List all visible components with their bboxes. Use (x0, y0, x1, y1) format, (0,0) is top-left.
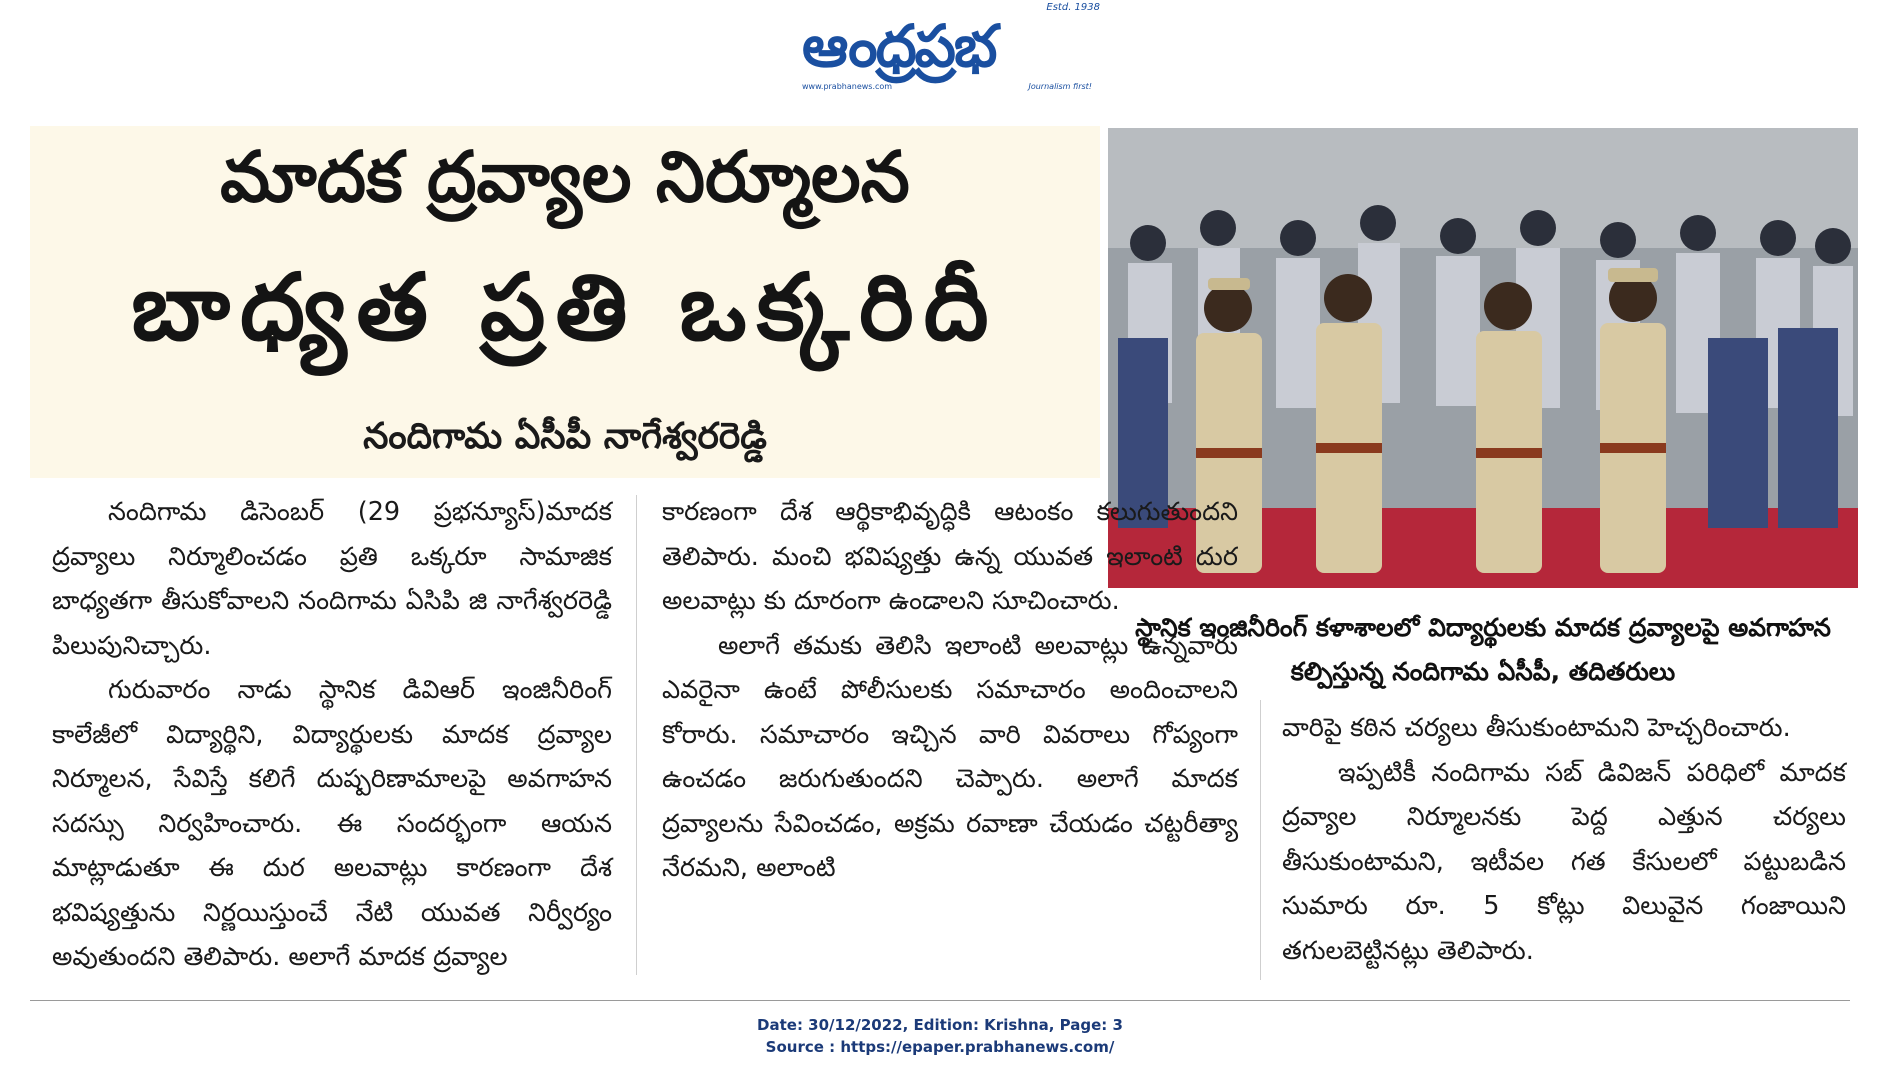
masthead-logo: ఆంధ్రప్రభ (802, 12, 996, 80)
footer-source: Source : https://epaper.prabhanews.com/ (765, 1038, 1115, 1056)
article-paragraph: అలాగే తమకు తెలిసి ఇలాంటి అలవాట్లు ఉన్నవారు ఎవరైనా ఉంటే పోలీసులకు సమాచారం అందించాలని కోరారు. సమాచారం ఇచ్చిన వారి వివరాలు గోప్యంగా ఉంచడం జరుగుతుందని చెప్పారు. అలాగే మాదక ద్రవ్యాలను సేవించడం, అక్రమ రవాణా చేయడం చట్టరీత్యా నేరమని, అలాంటి (662, 630, 1238, 883)
article-subheading: నందిగామ ఏసీపీ నాగేశ్వరరెడ్డి (363, 416, 767, 457)
bottom-divider (30, 1000, 1850, 1001)
masthead-established: Estd. 1938 (1046, 2, 1100, 13)
article-paragraph: వారిపై కఠిన చర్యలు తీసుకుంటామని హెచ్చరించారు. (1282, 713, 1791, 743)
article-paragraph: నందిగామ డిసెంబర్ (29 ప్రభన్యూస్)మాదక ద్రవ్యాలు నిర్మూలించడం ప్రతి ఒక్కరూ సామాజిక బాధ్యతగా తీసుకోవాలని నందిగామ ఏసిపి జి నాగేశ్వరరెడ్డి పిలుపునిచ్చారు. (52, 497, 612, 661)
article-column-2 (662, 490, 1238, 891)
article-paragraph: గురువారం నాడు స్థానిక డివిఆర్ ఇంజినీరింగ్ కాలేజీలో విద్యార్థిని, విద్యార్థులకు మాదక ద్రవ్యాల నిర్మూలన, సేవిస్తే కలిగే దుష్పరిణామాలపై అవగాహన సదస్సు నిర్వహించారు. ఈ సందర్భంగా ఆయన మాట్లాడుతూ ఈ దుర అలవాట్లు కారణంగా దేశ భవిష్యత్తును నిర్ణయిస్తుంచే నేటి యువత నిర్వీర్యం అవుతుందని తెలిపారు. అలాగే మాదక ద్రవ్యాల (52, 675, 612, 972)
masthead-tagline: Journalism first! (1028, 82, 1092, 91)
article-paragraph: ఇప్పటికీ నందిగామ సబ్ డివిజన్ పరిధిలో మాదక ద్రవ్యాల నిర్మూలనకు పెద్ద ఎత్తున చర్యలు తీసుకుంటామని, ఇటీవల గత కేసులలో పట్టుబడిన సుమారు రూ. 5 కోట్లు విలువైన గంజాయిని తగులబెట్టినట్లు తెలిపారు. (1282, 757, 1846, 966)
headline-line-1: మాదక ద్రవ్యాల నిర్మూలన (220, 136, 910, 218)
masthead-website: www.prabhanews.com (802, 82, 893, 91)
headline-line-2: బాధ్యత ప్రతి ఒక్కరిదీ (131, 254, 999, 361)
article-paragraph: కారణంగా దేశ ఆర్థికాభివృద్ధికి ఆటంకం కలుగుతుందని తెలిపారు. మంచి భవిష్యత్తు ఉన్న యువత ఇలాంటి దుర అలవాట్లు కు దూరంగా ఉండాలని సూచించారు. (662, 497, 1238, 616)
footer-date-edition: Date: 30/12/2022, Edition: Krishna, Page: 3 (757, 1016, 1123, 1034)
article-column-3 (1282, 706, 1846, 973)
masthead (780, 0, 1110, 100)
photo-caption: స్థానిక ఇంజినీరింగ్ కళాశాలలో విద్యార్థులకు మాదక ద్రవ్యాలపై అవగాహన కల్పిస్తున్న నందిగామ ఏసీపీ, తదితరులు (1135, 613, 1831, 686)
column-divider (636, 495, 637, 975)
headline-block (30, 126, 1100, 478)
column-divider (1260, 700, 1261, 980)
article-column-1 (52, 490, 612, 980)
